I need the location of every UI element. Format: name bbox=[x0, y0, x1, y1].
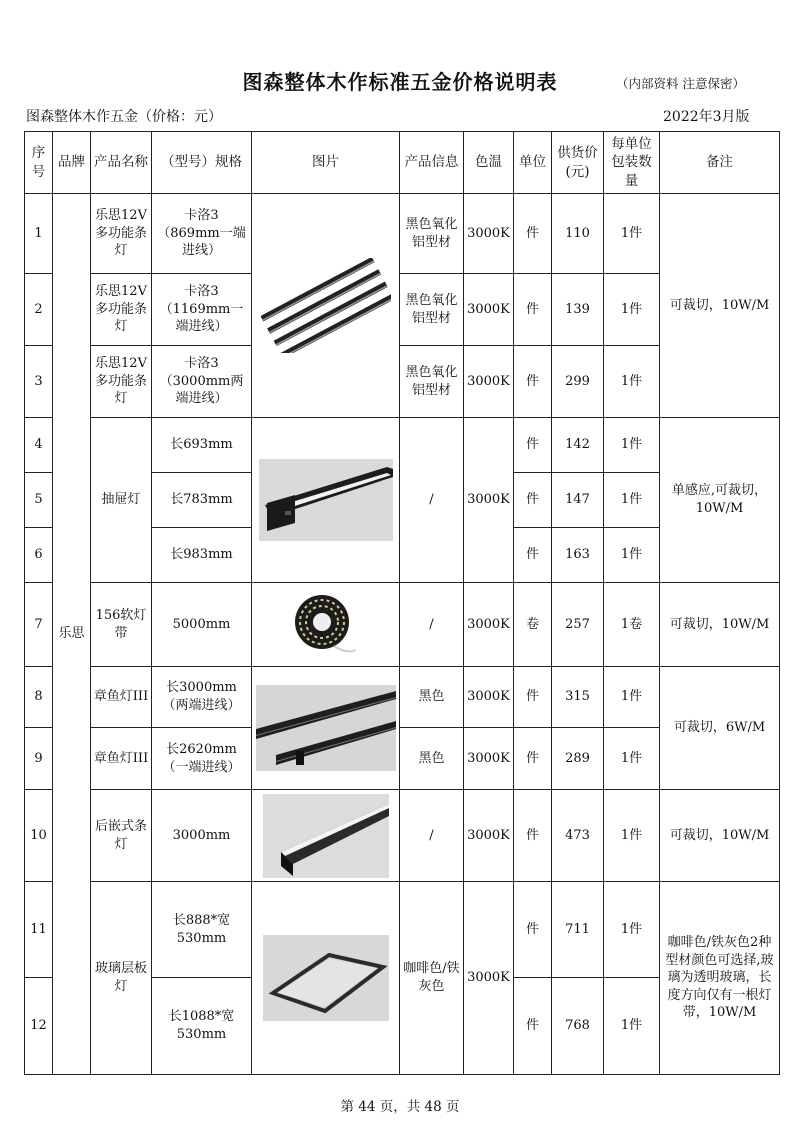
price-cell: 163 bbox=[552, 528, 604, 583]
table-row bbox=[25, 667, 780, 728]
seq-cell: 1 bbox=[25, 194, 53, 274]
info-cell: 咖啡色/铁灰色 bbox=[400, 882, 464, 1075]
seq-cell: 2 bbox=[25, 274, 53, 346]
spec-cell: 长2620mm（一端进线） bbox=[152, 728, 252, 790]
info-cell: 黑色氧化铝型材 bbox=[400, 194, 464, 274]
pack-cell: 1件 bbox=[604, 728, 660, 790]
spec-cell: 卡洛3（869mm一端进线） bbox=[152, 194, 252, 274]
spec-cell: 长783mm bbox=[152, 473, 252, 528]
seq-cell: 11 bbox=[25, 882, 53, 978]
seq-cell: 8 bbox=[25, 667, 53, 728]
col-image: 图片 bbox=[252, 132, 400, 194]
unit-cell: 件 bbox=[514, 667, 552, 728]
info-cell: 黑色氧化铝型材 bbox=[400, 274, 464, 346]
soft-strip-reel-photo bbox=[294, 588, 358, 662]
pack-cell: 1件 bbox=[604, 194, 660, 274]
table-row bbox=[25, 194, 780, 274]
remark-cell: 咖啡色/铁灰色2种型材颜色可选择,玻璃为透明玻璃，长度方向仅有一根灯带，10W/M bbox=[660, 882, 780, 1075]
spec-cell: 3000mm bbox=[152, 790, 252, 882]
col-brand: 品牌 bbox=[53, 132, 91, 194]
name-cell: 章鱼灯III bbox=[91, 667, 152, 728]
temp-cell: 3000K bbox=[464, 418, 514, 583]
glass-shelf-light-photo bbox=[263, 935, 389, 1021]
spec-cell: 5000mm bbox=[152, 583, 252, 667]
temp-cell: 3000K bbox=[464, 790, 514, 882]
unit-cell: 件 bbox=[514, 473, 552, 528]
pack-cell: 1件 bbox=[604, 667, 660, 728]
info-cell: / bbox=[400, 418, 464, 583]
temp-cell: 3000K bbox=[464, 194, 514, 274]
unit-cell: 件 bbox=[514, 274, 552, 346]
table-row bbox=[25, 583, 780, 667]
pack-cell: 1件 bbox=[604, 274, 660, 346]
price-cell: 142 bbox=[552, 418, 604, 473]
unit-cell: 件 bbox=[514, 528, 552, 583]
remark-cell: 可裁切，10W/M bbox=[660, 583, 780, 667]
price-table bbox=[24, 131, 780, 1075]
unit-cell: 件 bbox=[514, 978, 552, 1075]
price-cell: 139 bbox=[552, 274, 604, 346]
spec-cell: 长983mm bbox=[152, 528, 252, 583]
pack-cell: 1件 bbox=[604, 978, 660, 1075]
seq-cell: 10 bbox=[25, 790, 53, 882]
price-cell: 711 bbox=[552, 882, 604, 978]
price-cell: 289 bbox=[552, 728, 604, 790]
pack-cell: 1卷 bbox=[604, 583, 660, 667]
pack-cell: 1件 bbox=[604, 528, 660, 583]
col-info: 产品信息 bbox=[400, 132, 464, 194]
temp-cell: 3000K bbox=[464, 882, 514, 1075]
info-cell: 黑色氧化铝型材 bbox=[400, 346, 464, 418]
pack-cell: 1件 bbox=[604, 418, 660, 473]
seq-cell: 7 bbox=[25, 583, 53, 667]
edition-label: 2022年3月版 bbox=[663, 109, 750, 125]
table-header-row bbox=[25, 132, 780, 194]
temp-cell: 3000K bbox=[464, 728, 514, 790]
unit-cell: 卷 bbox=[514, 583, 552, 667]
name-cell: 玻璃层板灯 bbox=[91, 882, 152, 1075]
col-seq: 序号 bbox=[25, 132, 53, 194]
seq-cell: 9 bbox=[25, 728, 53, 790]
spec-cell: 卡洛3（1169mm一端进线） bbox=[152, 274, 252, 346]
unit-cell: 件 bbox=[514, 418, 552, 473]
document-title: 图森整体木作标准五金价格说明表 bbox=[242, 70, 558, 94]
pack-cell: 1件 bbox=[604, 790, 660, 882]
spec-cell: 长3000mm（两端进线） bbox=[152, 667, 252, 728]
remark-cell: 单感应,可裁切，10W/M bbox=[660, 418, 780, 583]
seq-cell: 6 bbox=[25, 528, 53, 583]
price-cell: 299 bbox=[552, 346, 604, 418]
unit-cell: 件 bbox=[514, 882, 552, 978]
temp-cell: 3000K bbox=[464, 583, 514, 667]
table-row bbox=[25, 790, 780, 882]
col-price: 供货价(元) bbox=[552, 132, 604, 194]
table-subtitle: 图森整体木作五金（价格：元） bbox=[26, 109, 222, 125]
price-cell: 768 bbox=[552, 978, 604, 1075]
info-cell: 黑色 bbox=[400, 728, 464, 790]
info-cell: / bbox=[400, 790, 464, 882]
remark-cell: 可裁切，6W/M bbox=[660, 667, 780, 790]
octopus-light-photo bbox=[256, 685, 396, 771]
page-number: 第 44 页，共 48 页 bbox=[340, 1099, 460, 1115]
soft-strip-image-cell bbox=[252, 583, 400, 667]
temp-cell: 3000K bbox=[464, 346, 514, 418]
spec-cell: 长888*宽530mm bbox=[152, 882, 252, 978]
spec-cell: 长1088*宽530mm bbox=[152, 978, 252, 1075]
octopus-light-image-cell bbox=[252, 667, 400, 790]
table-row bbox=[25, 882, 780, 978]
price-cell: 315 bbox=[552, 667, 604, 728]
unit-cell: 件 bbox=[514, 194, 552, 274]
recessed-light-photo bbox=[263, 794, 389, 878]
price-cell: 473 bbox=[552, 790, 604, 882]
info-cell: 黑色 bbox=[400, 667, 464, 728]
temp-cell: 3000K bbox=[464, 274, 514, 346]
unit-cell: 件 bbox=[514, 346, 552, 418]
brand-cell: 乐思 bbox=[53, 194, 91, 1075]
seq-cell: 4 bbox=[25, 418, 53, 473]
name-cell: 乐思12V多功能条灯 bbox=[91, 194, 152, 274]
seq-cell: 5 bbox=[25, 473, 53, 528]
name-cell: 乐思12V多功能条灯 bbox=[91, 346, 152, 418]
name-cell: 乐思12V多功能条灯 bbox=[91, 274, 152, 346]
name-cell: 章鱼灯III bbox=[91, 728, 152, 790]
pack-cell: 1件 bbox=[604, 346, 660, 418]
price-cell: 257 bbox=[552, 583, 604, 667]
col-color-temp: 色温 bbox=[464, 132, 514, 194]
info-cell: / bbox=[400, 583, 464, 667]
strip-light-photo bbox=[261, 258, 391, 353]
seq-cell: 12 bbox=[25, 978, 53, 1075]
name-cell: 156软灯带 bbox=[91, 583, 152, 667]
spec-cell: 长693mm bbox=[152, 418, 252, 473]
col-name: 产品名称 bbox=[91, 132, 152, 194]
unit-cell: 件 bbox=[514, 790, 552, 882]
col-pack: 每单位包装数量 bbox=[604, 132, 660, 194]
price-cell: 147 bbox=[552, 473, 604, 528]
pack-cell: 1件 bbox=[604, 882, 660, 978]
remark-cell: 可裁切，10W/M bbox=[660, 790, 780, 882]
col-unit: 单位 bbox=[514, 132, 552, 194]
name-cell: 后嵌式条灯 bbox=[91, 790, 152, 882]
pack-cell: 1件 bbox=[604, 473, 660, 528]
temp-cell: 3000K bbox=[464, 667, 514, 728]
remark-cell: 可裁切，10W/M bbox=[660, 194, 780, 418]
spec-cell: 卡洛3（3000mm两端进线） bbox=[152, 346, 252, 418]
seq-cell: 3 bbox=[25, 346, 53, 418]
drawer-light-photo bbox=[259, 459, 393, 541]
recessed-light-image-cell bbox=[252, 790, 400, 882]
unit-cell: 件 bbox=[514, 728, 552, 790]
drawer-light-image-cell bbox=[252, 418, 400, 583]
table-row bbox=[25, 418, 780, 473]
glass-shelf-light-image-cell bbox=[252, 882, 400, 1075]
col-remark: 备注 bbox=[660, 132, 780, 194]
col-spec: （型号）规格 bbox=[152, 132, 252, 194]
strip-light-image-cell bbox=[252, 194, 400, 418]
price-cell: 110 bbox=[552, 194, 604, 274]
name-cell: 抽屉灯 bbox=[91, 418, 152, 583]
confidential-note: （内部资料 注意保密） bbox=[616, 76, 745, 91]
